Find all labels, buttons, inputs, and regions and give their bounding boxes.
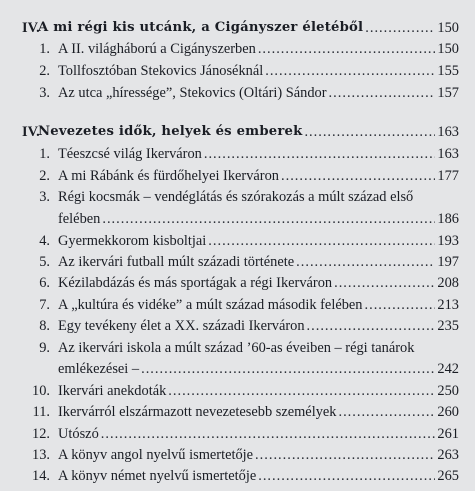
- chapter-page: 163: [437, 124, 459, 140]
- leader-dots: [101, 425, 436, 443]
- toc-entry: [0, 294, 475, 314]
- entry-number: 4.: [39, 233, 50, 249]
- toc-entry: [0, 465, 475, 485]
- toc-entry: [0, 401, 475, 421]
- entry-page: 193: [437, 233, 459, 249]
- entry-title-continuation: felében: [58, 211, 101, 227]
- toc-entry: [0, 60, 475, 80]
- entry-title: Tollfosztóban Stekovics Jánoséknál: [58, 63, 264, 79]
- leader-dots: [365, 19, 435, 37]
- entry-title: Az utca „híressége”, Stekovics (Oltári) Sándor: [58, 85, 327, 101]
- entry-title: A mi Rábánk és fürdőhelyei Ikerváron: [58, 168, 279, 184]
- leader-dots: [307, 317, 436, 335]
- leader-dots: [208, 232, 435, 250]
- entry-title-continuation: emlékezései –: [58, 361, 140, 377]
- toc-entry: [0, 251, 475, 271]
- entry-number: 13.: [32, 447, 50, 463]
- toc-entry: [0, 337, 475, 357]
- entry-number: 9.: [39, 340, 50, 356]
- entry-number: 7.: [39, 297, 50, 313]
- entry-number: 1.: [39, 41, 50, 57]
- entry-title: Régi kocsmák – vendéglátás és szórakozás a múlt század első: [58, 189, 414, 205]
- entry-title: Gyermekkorom kisboltjai: [58, 233, 207, 249]
- chapter-page: 150: [437, 20, 459, 36]
- leader-dots: [102, 210, 435, 228]
- entry-title: Az ikervári futball múlt századi története: [58, 254, 295, 270]
- toc-entry: [0, 272, 475, 292]
- entry-page: 261: [437, 426, 459, 442]
- leader-dots: [258, 467, 435, 485]
- toc-entry: [0, 423, 475, 443]
- toc-entry: [0, 165, 475, 185]
- entry-title: Kézilabdázás és más sportágak a régi Ikerváron: [58, 275, 333, 291]
- entry-page: 157: [437, 85, 459, 101]
- toc-entry: [0, 143, 475, 163]
- chapter-title: A mi régi kis utcánk, a Cigányszer életéből: [38, 20, 364, 35]
- chapter-heading: [0, 121, 475, 141]
- entry-title: Ikervári anekdoták: [58, 383, 167, 399]
- entry-page: 260: [437, 404, 459, 420]
- entry-number: 3.: [39, 85, 50, 101]
- leader-dots: [141, 360, 435, 378]
- toc-entry: [0, 186, 475, 206]
- chapter-heading: [0, 17, 475, 37]
- leader-dots: [329, 84, 436, 102]
- entry-page: 235: [437, 318, 459, 334]
- entry-page: 250: [437, 383, 459, 399]
- entry-title: Téeszcsé világ Ikerváron: [58, 146, 202, 162]
- leader-dots: [258, 40, 436, 58]
- leader-dots: [255, 446, 435, 464]
- entry-title: A könyv német nyelvű ismertetője: [58, 468, 257, 484]
- entry-number: 8.: [39, 318, 50, 334]
- entry-page: 208: [437, 275, 459, 291]
- chapter-title: Nevezetes idők, helyek és emberek: [38, 124, 303, 139]
- entry-title: A „kultúra és vidéke” a múlt század második felében: [58, 297, 363, 313]
- entry-title: Egy tevékeny élet a XX. századi Ikerváron: [58, 318, 305, 334]
- leader-dots: [281, 167, 435, 185]
- chapter-number: IV.: [22, 20, 40, 36]
- toc-entry: [0, 315, 475, 335]
- toc-entry: [0, 380, 475, 400]
- entry-page: 265: [437, 468, 459, 484]
- entry-number: 6.: [39, 275, 50, 291]
- toc-entry: [0, 82, 475, 102]
- leader-dots: [204, 145, 436, 163]
- entry-page: 213: [437, 297, 459, 313]
- entry-number: 2.: [39, 168, 50, 184]
- leader-dots: [365, 296, 436, 314]
- entry-number: 5.: [39, 254, 50, 270]
- toc-entry: [0, 230, 475, 250]
- entry-number: 11.: [32, 404, 50, 420]
- entry-number: 3.: [39, 189, 50, 205]
- entry-page: 186: [437, 211, 459, 227]
- entry-title: A II. világháború a Cigányszerben: [58, 41, 256, 57]
- leader-dots: [304, 123, 435, 141]
- toc-entry: [0, 444, 475, 464]
- entry-number: 1.: [39, 146, 50, 162]
- leader-dots: [334, 274, 435, 292]
- leader-dots: [168, 382, 435, 400]
- entry-number: 14.: [32, 468, 50, 484]
- entry-page: 197: [437, 254, 459, 270]
- leader-dots: [338, 403, 435, 421]
- entry-page: 177: [437, 168, 459, 184]
- leader-dots: [296, 253, 435, 271]
- toc-entry: [0, 38, 475, 58]
- entry-title: A könyv angol nyelvű ismertetője: [58, 447, 254, 463]
- entry-title: Ikervárról elszármazott nevezetesebb személyek: [58, 404, 337, 420]
- entry-number: 10.: [32, 383, 50, 399]
- chapter-number: IV.: [22, 124, 40, 140]
- toc-entry-continuation: [0, 358, 475, 378]
- leader-dots: [265, 62, 435, 80]
- entry-title: Utószó: [58, 426, 99, 442]
- entry-page: 155: [437, 63, 459, 79]
- entry-title: Az ikervári iskola a múlt század ’60-as éveiben – régi tanárok: [58, 340, 415, 356]
- entry-number: 2.: [39, 63, 50, 79]
- entry-page: 263: [437, 447, 459, 463]
- entry-number: 12.: [32, 426, 50, 442]
- toc-entry-continuation: [0, 208, 475, 228]
- entry-page: 150: [437, 41, 459, 57]
- entry-page: 163: [437, 146, 459, 162]
- entry-page: 242: [437, 361, 459, 377]
